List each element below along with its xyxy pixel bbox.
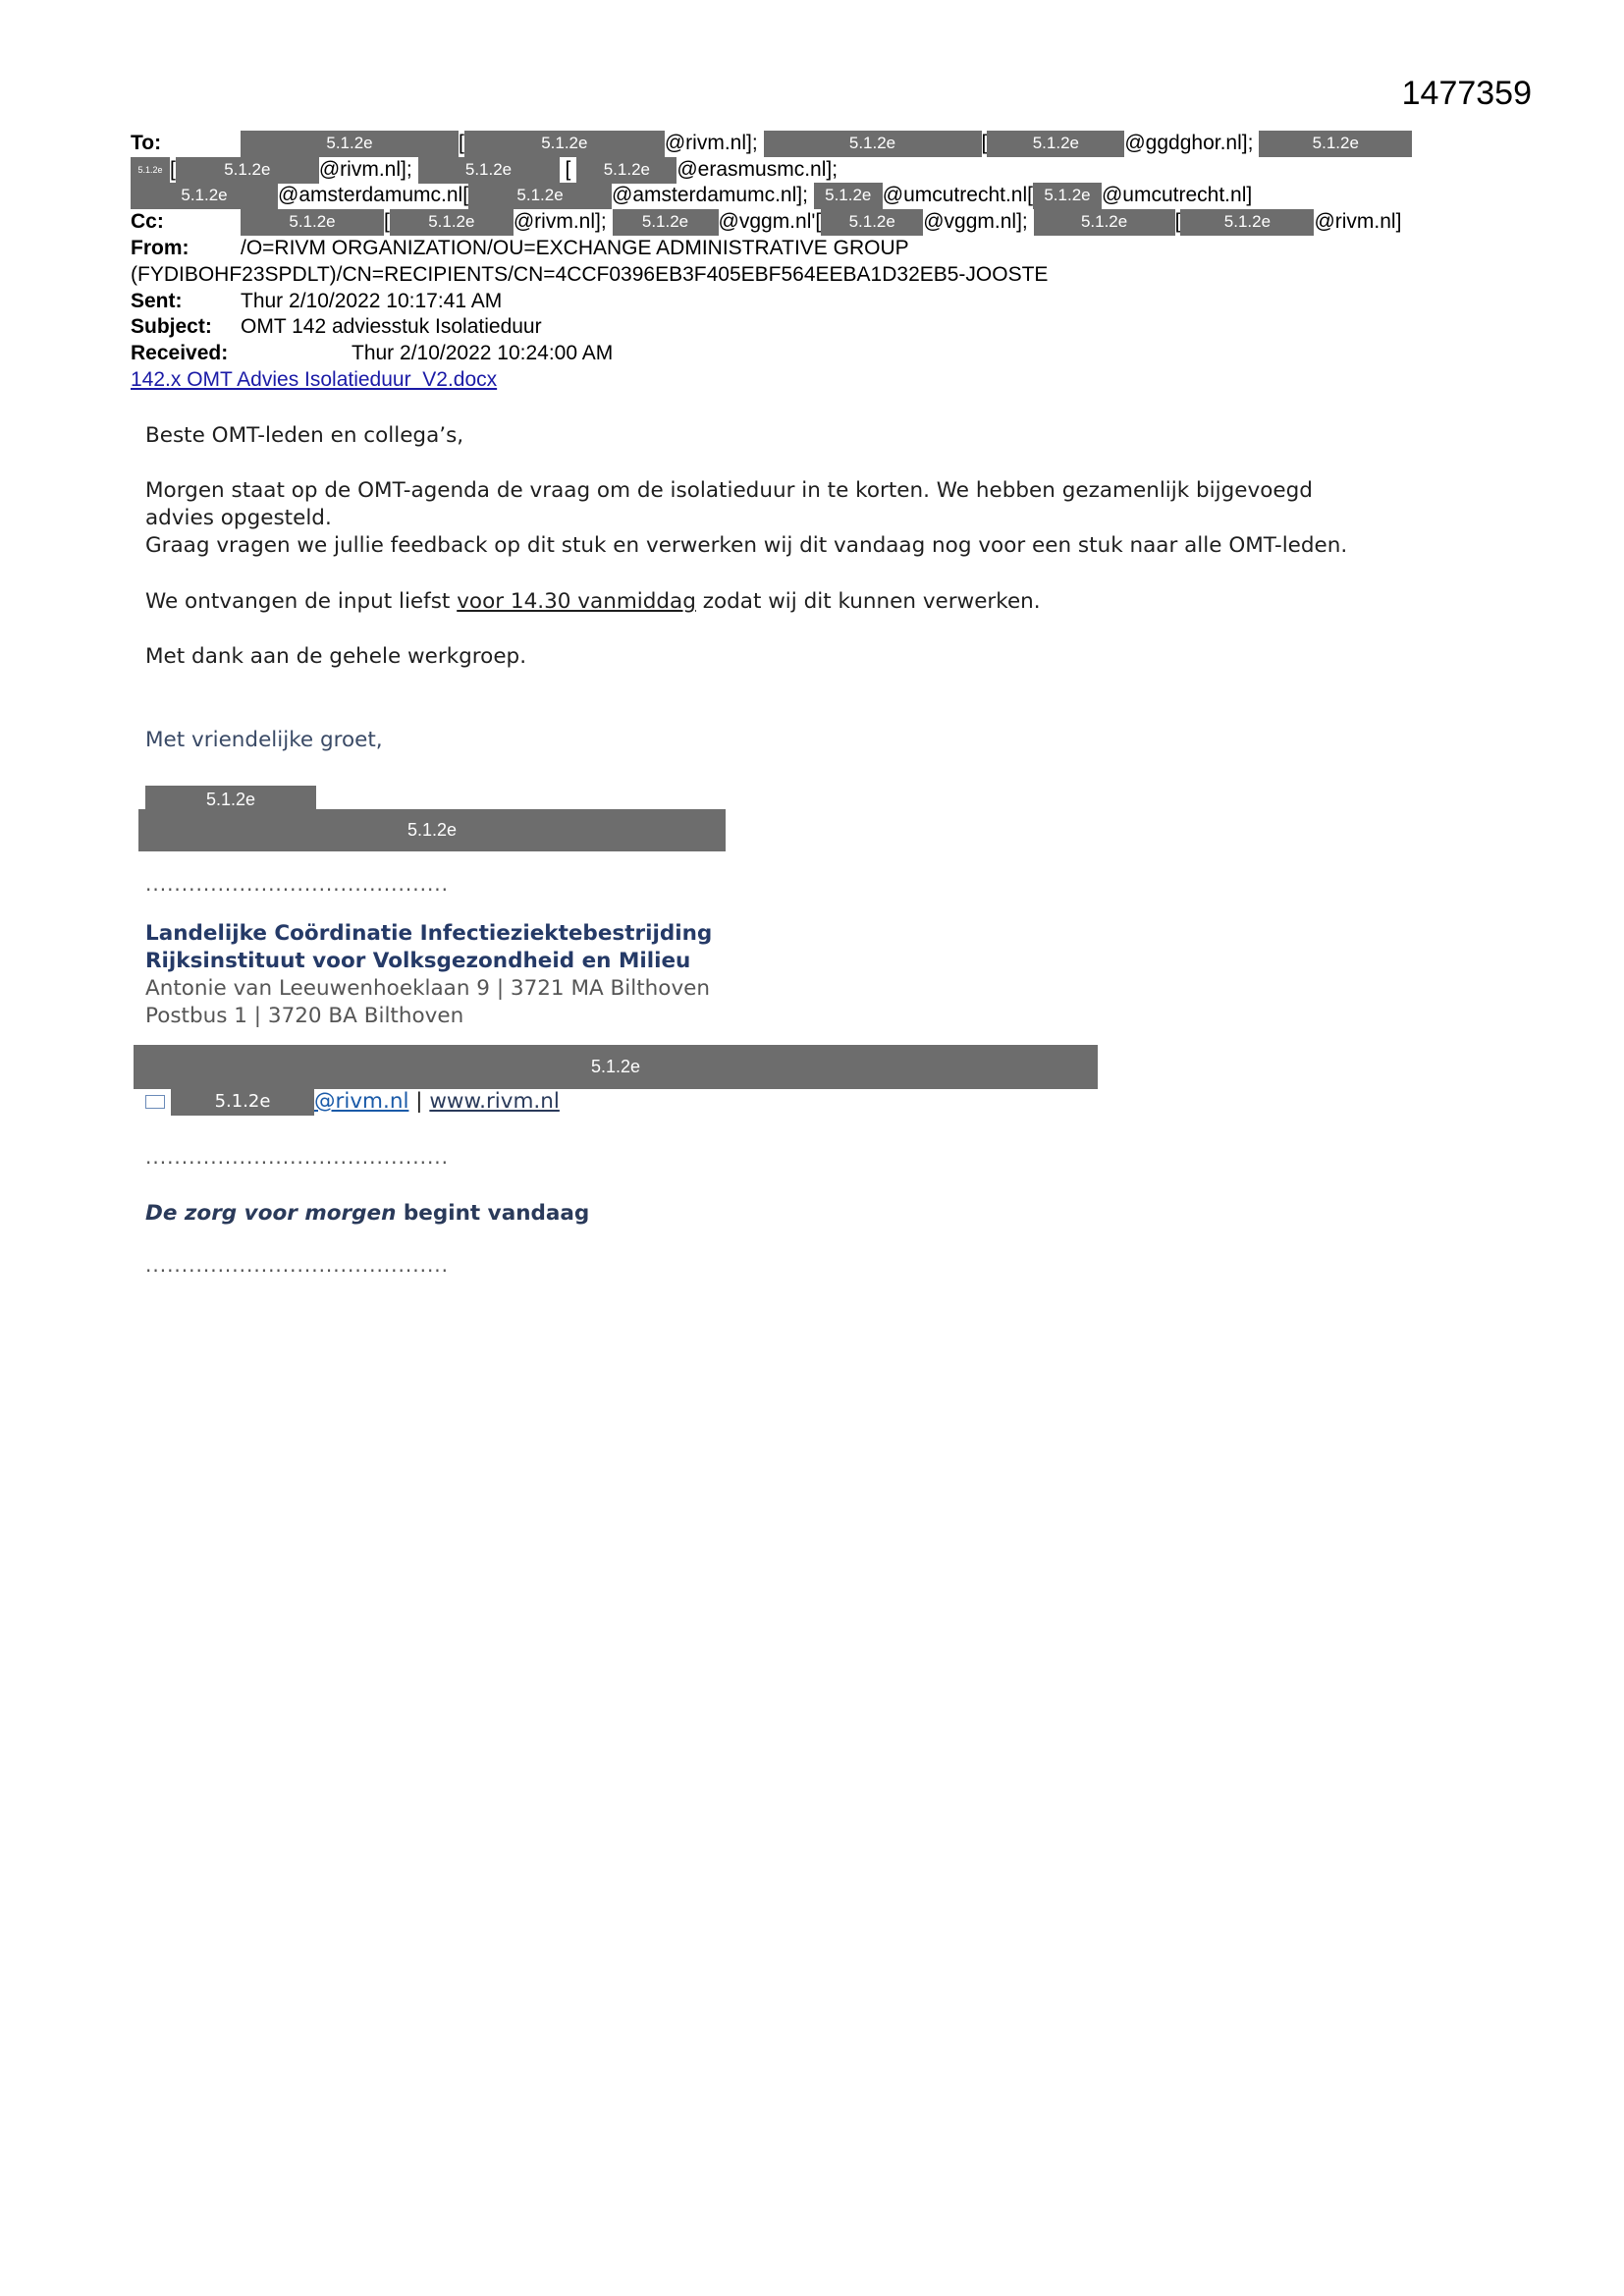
- slogan-rest: begint vandaag: [396, 1201, 590, 1226]
- redaction: 5.1.2e: [1033, 183, 1102, 209]
- redaction: 5.1.2e: [418, 157, 560, 184]
- email-domain: @umcutrecht.nl]: [1101, 184, 1253, 206]
- redaction: 5.1.2e: [987, 131, 1124, 157]
- email-domain: @ggdghor.nl];: [1124, 132, 1254, 154]
- email-domain: @rivm.nl]: [1314, 210, 1402, 233]
- email-domain: @rivm.nl];: [664, 132, 758, 154]
- signature-org-1: Landelijke Coördinatie Infectieziektebestrijding: [145, 921, 713, 946]
- signature-contact: [145, 1088, 560, 1116]
- redaction: 5.1.2e: [131, 157, 170, 184]
- signature-address-1: Antonie van Leeuwenhoeklaan 9 | 3721 MA Bilthoven: [145, 976, 711, 1001]
- cc-line: Cc: 5.1.2e [ 5.1.2e @rivm.nl]; 5.1.2e @vggm.nl'[ 5.1.2e @vggm.nl]; 5.1.2e [ 5.1.2e @rivm.nl]: [131, 209, 1401, 236]
- document-id: 1477359: [1401, 75, 1532, 112]
- body-paragraph-1-line-1: Morgen staat op de OMT-agenda de vraag om de isolatieduur in te korten. We hebben gezamenlijk bijgevoegd: [145, 478, 1313, 503]
- email-domain: @vggm.nl'[: [718, 210, 822, 233]
- body-paragraph-2: [145, 588, 1041, 616]
- redaction: 5.1.2e: [176, 157, 319, 184]
- slogan-italic: De zorg voor morgen: [145, 1201, 397, 1226]
- to-line-2: 5.1.2e [ 5.1.2e @rivm.nl]; 5.1.2e [ 5.1.2e @erasmusmc.nl];: [131, 157, 838, 184]
- sent-value: Thur 2/10/2022 10:17:41 AM: [241, 290, 503, 312]
- body-paragraph-1-line-3: Graag vragen we jullie feedback op dit stuk en verwerken wij dit vandaag nog voor een stuk naar alle OMT-leden.: [145, 533, 1348, 558]
- email-domain: @umcutrecht.nl[: [882, 184, 1033, 206]
- sent-label: Sent:: [131, 290, 183, 312]
- separator-dots: ..........................................: [145, 1145, 450, 1169]
- received-label: Received:: [131, 342, 229, 364]
- redaction: 5.1.2e: [171, 1088, 314, 1116]
- redaction: 5.1.2e: [821, 209, 923, 236]
- redaction: 5.1.2e: [134, 1045, 1098, 1089]
- redaction: 5.1.2e: [145, 786, 316, 813]
- signature-address-2: Postbus 1 | 3720 BA Bilthoven: [145, 1004, 464, 1028]
- redaction: 5.1.2e: [138, 809, 726, 851]
- greeting: Beste OMT-leden en collega’s,: [145, 423, 464, 448]
- sent-line: [131, 289, 502, 314]
- email-domain: @rivm.nl];: [318, 158, 412, 181]
- website-link[interactable]: www.rivm.nl: [429, 1089, 560, 1114]
- redaction: 5.1.2e: [464, 131, 665, 157]
- cc-label: Cc:: [131, 210, 164, 233]
- separator-dots: ..........................................: [145, 1253, 450, 1277]
- email-domain: @amsterdamumc.nl[: [278, 184, 469, 206]
- body-text: We ontvangen de input liefst: [145, 589, 458, 614]
- email-domain: @amsterdamumc.nl];: [612, 184, 808, 206]
- to-line-1: To: 5.1.2e [ 5.1.2e @rivm.nl]; 5.1.2e [ 5.1.2e @ggdghor.nl]; 5.1.2e: [131, 131, 1412, 157]
- deadline-text: voor 14.30 vanmiddag: [457, 589, 696, 614]
- from-value: /O=RIVM ORGANIZATION/OU=EXCHANGE ADMINISTRATIVE GROUP: [241, 237, 909, 259]
- separator: |: [408, 1089, 430, 1114]
- from-line: [131, 236, 909, 261]
- envelope-icon: [145, 1095, 165, 1109]
- from-label: From:: [131, 237, 189, 259]
- redaction: 5.1.2e: [468, 183, 612, 209]
- separator-dots: ..........................................: [145, 872, 450, 896]
- redaction: 5.1.2e: [1034, 209, 1175, 236]
- body-paragraph-1-line-2: advies opgesteld.: [145, 506, 332, 530]
- email-domain: @rivm.nl];: [513, 210, 607, 233]
- signature-org-2: Rijksinstituut voor Volksgezondheid en Milieu: [145, 949, 691, 973]
- subject-line: [131, 314, 542, 340]
- closing: Met vriendelijke groet,: [145, 728, 383, 752]
- from-line-2: (FYDIBOHF23SPDLT)/CN=RECIPIENTS/CN=4CCF0396EB3F405EBF564EEBA1D32EB5-JOOSTE: [131, 263, 1049, 286]
- body-text: zodat wij dit kunnen verwerken.: [695, 589, 1041, 614]
- received-value: Thur 2/10/2022 10:24:00 AM: [352, 342, 614, 364]
- email-domain: @vggm.nl];: [923, 210, 1028, 233]
- to-label: To:: [131, 132, 162, 154]
- redaction: 5.1.2e: [613, 209, 719, 236]
- subject-label: Subject:: [131, 315, 212, 338]
- slogan: [145, 1200, 589, 1228]
- subject-value: OMT 142 adviesstuk Isolatieduur: [241, 315, 542, 338]
- redaction: 5.1.2e: [241, 209, 384, 236]
- redaction: 5.1.2e: [1259, 131, 1412, 157]
- attachment-link[interactable]: 142.x OMT Advies Isolatieduur_V2.docx: [131, 368, 498, 391]
- email-link[interactable]: @rivm.nl: [314, 1089, 409, 1114]
- to-line-3: [131, 183, 1252, 209]
- email-domain: @erasmusmc.nl];: [677, 158, 839, 181]
- attachment-line: [131, 367, 497, 393]
- redaction: 5.1.2e: [764, 131, 982, 157]
- body-paragraph-3: Met dank aan de gehele werkgroep.: [145, 644, 527, 669]
- redaction: 5.1.2e: [576, 157, 677, 184]
- redaction: 5.1.2e: [1180, 209, 1314, 236]
- redaction: 5.1.2e: [131, 183, 278, 209]
- redaction: 5.1.2e: [814, 183, 883, 209]
- redaction: 5.1.2e: [241, 131, 459, 157]
- redaction: 5.1.2e: [390, 209, 514, 236]
- received-line: [131, 341, 613, 366]
